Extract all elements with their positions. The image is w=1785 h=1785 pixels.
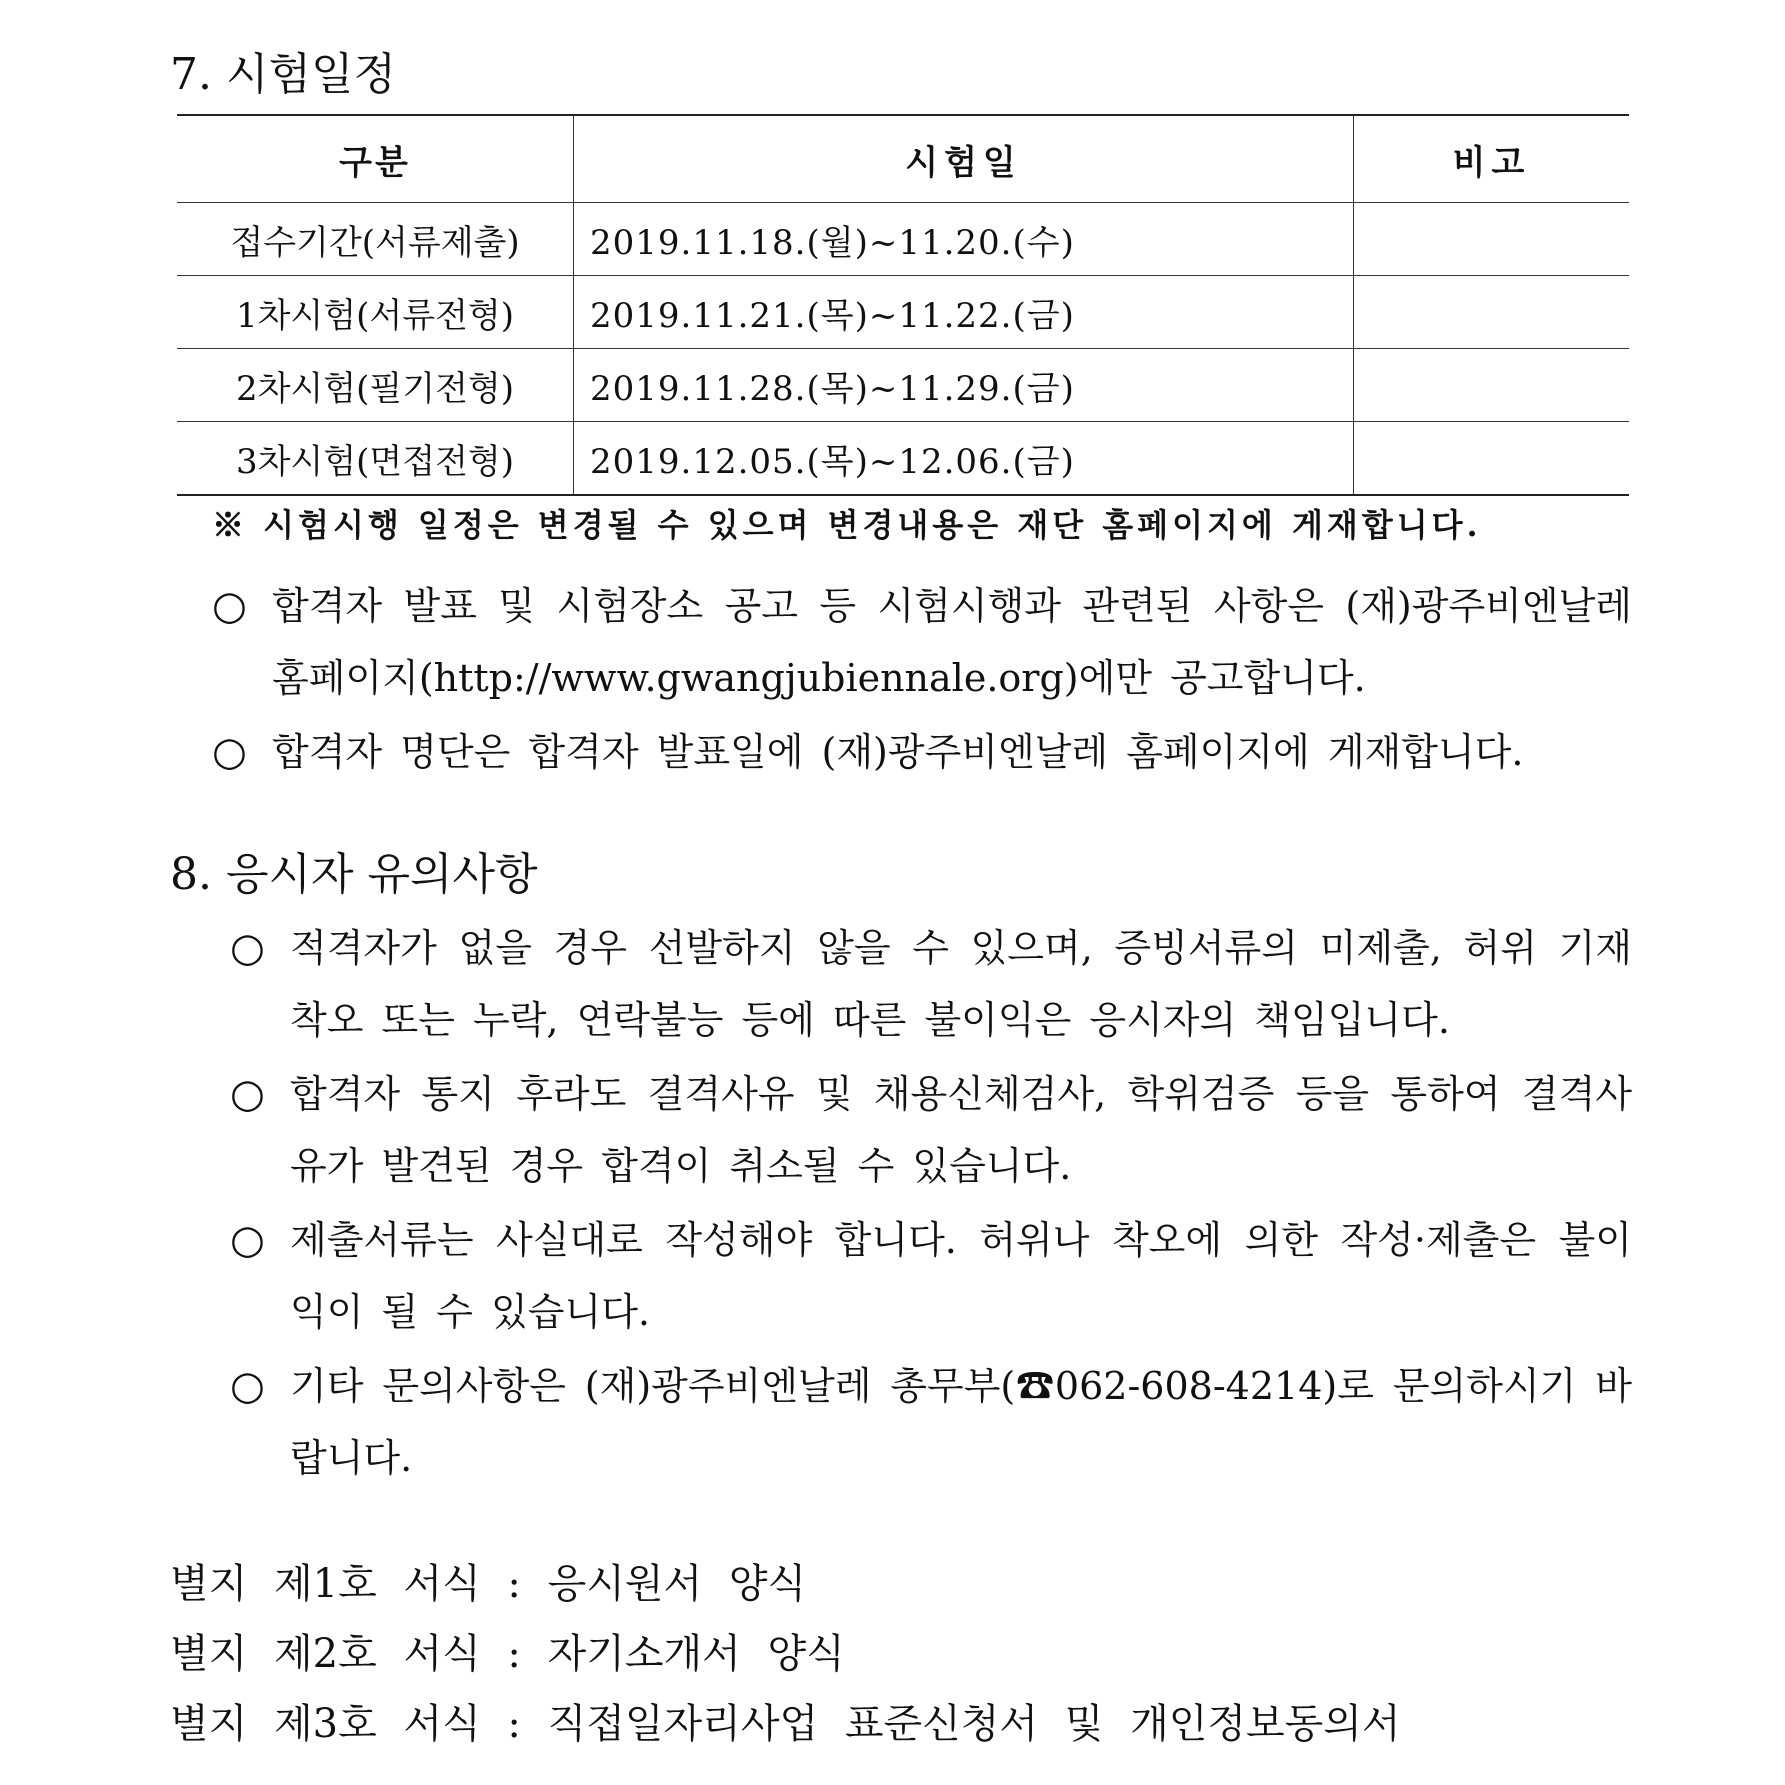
list-item-text: 적격자가 없을 경우 선발하지 않을 수 있으며, 증빙서류의 미제출, 허위 기재착오 또는 누락, 연락불능 등에 따른 불이익은 응시자의 책임입니다. [290,926,1632,1042]
row-date: 2019.11.18.(월)~11.20.(수) [574,203,1354,276]
row-date: 2019.12.05.(목)~12.06.(금) [574,422,1354,496]
row-remarks [1354,276,1630,349]
schedule-change-notice: ※ 시험시행 일정은 변경될 수 있으며 변경내용은 재단 홈페이지에 게재합니다. [212,506,1482,544]
attachment-form-3: 별지 제3호 서식 : 직접일자리사업 표준신청서 및 개인정보동의서 [170,1701,1401,1747]
section-7-title: 7. 시험일정 [170,49,396,100]
list-item-text: 합격자 발표 및 시험장소 공고 등 시험시행과 관련된 사항은 (재)광주비엔날레 홈페이지(http://www.gwangjubiennale.org)에만 공고합니다. [272,584,1632,700]
row-category: 3차시험(면접전형) [177,422,574,496]
list-item [230,912,1632,1056]
list-item [212,716,1632,788]
table-row [177,203,1629,276]
row-date: 2019.11.28.(목)~11.29.(금) [574,349,1354,422]
list-item [212,570,1632,714]
list-item-text: 합격자 명단은 합격자 발표일에 (재)광주비엔날레 홈페이지에 게재합니다. [272,730,1524,774]
exam-schedule-table [177,114,1629,496]
circle-bullet-icon: ○ [212,729,247,775]
table-row [177,422,1629,496]
list-item-text: 합격자 통지 후라도 결격사유 및 채용신체검사, 학위검증 등을 통하여 결격사유가 발견된 경우 합격이 취소될 수 있습니다. [290,1072,1632,1188]
circle-bullet-icon: ○ [230,925,265,971]
header-exam-date: 시험일 [574,115,1354,203]
table-header-row [177,115,1629,203]
list-item [230,1350,1632,1494]
row-remarks [1354,203,1630,276]
list-item-text: 기타 문의사항은 (재)광주비엔날레 총무부(☎062-608-4214)로 문의하시기 바랍니다. [290,1364,1632,1480]
list-item [230,1058,1632,1202]
attachment-form-1: 별지 제1호 서식 : 응시원서 양식 [170,1561,807,1607]
circle-bullet-icon: ○ [230,1363,265,1409]
list-item-text: 제출서류는 사실대로 작성해야 합니다. 허위나 착오에 의한 작성·제출은 불이익이 될 수 있습니다. [290,1218,1632,1334]
circle-bullet-icon: ○ [230,1071,265,1117]
row-category: 1차시험(서류전형) [177,276,574,349]
header-remarks: 비고 [1354,115,1630,203]
circle-bullet-icon: ○ [230,1217,265,1263]
header-category: 구분 [177,115,574,203]
list-item [230,1204,1632,1348]
circle-bullet-icon: ○ [212,583,247,629]
row-category: 2차시험(필기전형) [177,349,574,422]
attachment-form-2: 별지 제2호 서식 : 자기소개서 양식 [170,1631,845,1677]
row-remarks [1354,422,1630,496]
table-row [177,276,1629,349]
table-row [177,349,1629,422]
row-category: 접수기간(서류제출) [177,203,574,276]
row-remarks [1354,349,1630,422]
section-8-title: 8. 응시자 유의사항 [170,849,538,900]
row-date: 2019.11.21.(목)~11.22.(금) [574,276,1354,349]
